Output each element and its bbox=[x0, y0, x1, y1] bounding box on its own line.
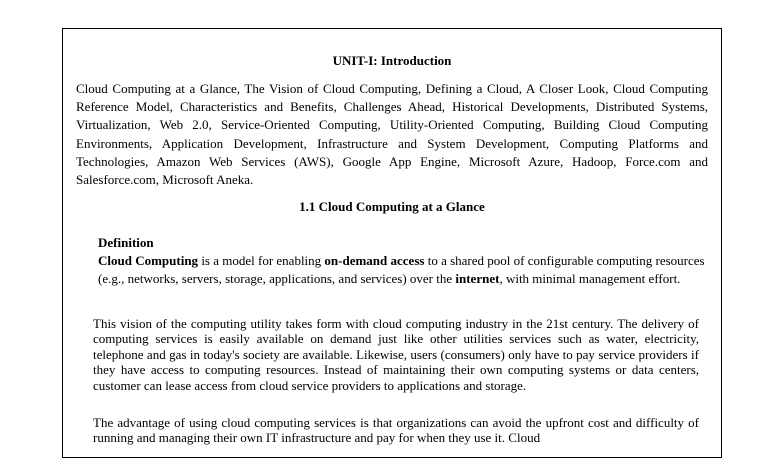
document-page bbox=[62, 28, 722, 458]
definition-text-part-3: , with minimal management effort. bbox=[499, 271, 681, 286]
definition-text bbox=[98, 252, 710, 288]
definition-term: Cloud Computing bbox=[98, 253, 199, 268]
definition-text-part-2: to a shared pool of configurable computing resources (e.g., networks, servers, storage, applications, and services) over the bbox=[98, 253, 705, 286]
definition-text-part-1: is a model for enabling bbox=[198, 253, 325, 268]
definition-title: Definition bbox=[98, 235, 154, 250]
section-heading: 1.1 Cloud Computing at a Glance bbox=[299, 199, 485, 214]
unit-heading: UNIT-I: Introduction bbox=[332, 53, 452, 68]
definition-emphasis-on-demand: on-demand access bbox=[324, 253, 425, 268]
vision-paragraph: This vision of the computing utility takes form with cloud computing industry in the 21st century. The delivery of computing services is easily available on demand just like other utilities services such as water, electricity, telephone and gas in today's society are available. Likewise, users (consumers) only have to pay service providers if they have access to computing resources. Instead of maintaining their own computing systems or data centers, customer can lease access from cloud service providers to applications and storage. bbox=[93, 316, 699, 393]
intro-paragraph: Cloud Computing at a Glance, The Vision of Cloud Computing, Defining a Cloud, A Closer Look, Cloud Computing Reference Model, Characteristics and Benefits, Challenges Ahead, Historical Developments, Distributed Systems, Virtualization, Web 2.0, Service-Oriented Computing, Utility-Oriented Computing, Building Cloud Computing Environments, Application Development, Infrastructure and System Development, Computing Platforms and Technologies, Amazon Web Services (AWS), Google App Engine, Microsoft Azure, Hadoop, Force.com and Salesforce.com, Microsoft Aneka. bbox=[76, 81, 708, 188]
definition-emphasis-internet: internet bbox=[455, 271, 500, 286]
advantage-paragraph: The advantage of using cloud computing services is that organizations can avoid the upfront cost and difficulty of running and managing their own IT infrastructure and pay for when they use it. Cloud bbox=[93, 415, 699, 446]
definition-block bbox=[98, 234, 710, 288]
